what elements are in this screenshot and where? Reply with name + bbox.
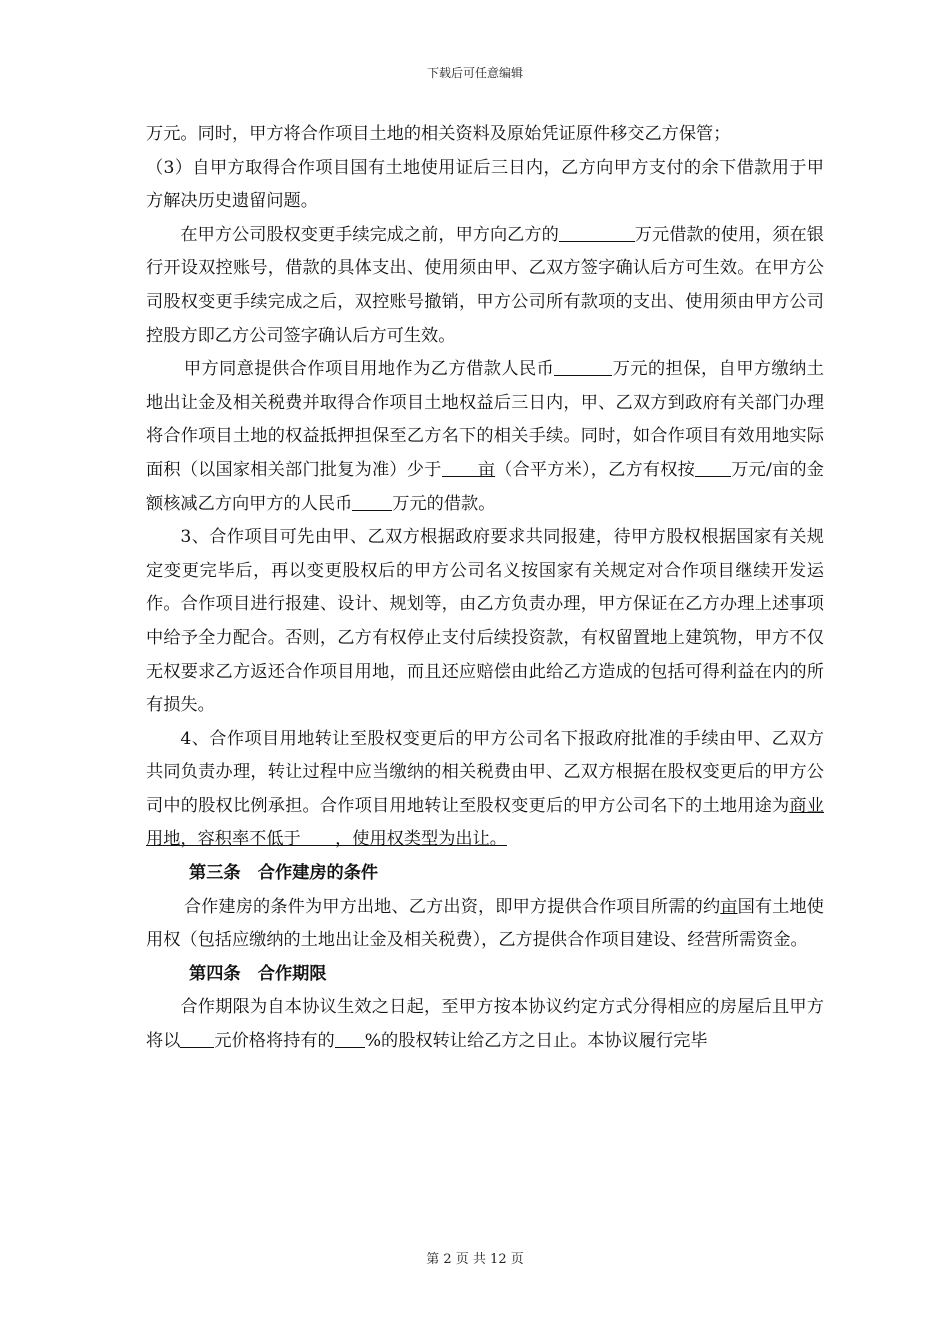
p4-text-b: 万元的担保，自甲方缴纳土地出让金及相关税费并取得合作项目土地权益后三日内，甲、乙双方到政府有关部门办理将合作项目土地的权益抵押担保至乙方名下的相关手续。同时，如合作项目有效用地实际面积（以国家相关部门批复为准）少于 <box>146 359 824 480</box>
paragraph-5: 3、合作项目可先由甲、乙双方根据政府要求共同报建，待甲方股权根据国家有关规定变更完毕后，再以变更股权后的甲方公司名义按国家有关规定对合作项目继续开发运作。合作项目进行报建、设计、规划等，由乙方负责办理，甲方保证在乙方办理上述事项中给予全力配合。否则，乙方有权停止支付后续投资款，有权留置地上建筑物，甲方不仅无权要求乙方返还合作项目用地，而且还应赔偿由此给乙方造成的包括可得利益在内的所有损失。 <box>146 527 824 716</box>
article-3-heading: 第三条 合作建房的条件 <box>189 863 379 884</box>
blank-loan-reduction <box>352 492 392 511</box>
p4-text-f: 万元的借款。 <box>392 493 496 514</box>
paragraph-6 <box>146 723 824 857</box>
p8-text-b: 元价格将持有的 <box>214 1031 335 1052</box>
page-header: 下载后可任意编辑 <box>426 66 523 80</box>
blank-equity-percent <box>335 1029 365 1048</box>
paragraph-4 <box>146 353 824 521</box>
p4-text-d: （合平方米），乙方有权按 <box>495 459 696 480</box>
p3-text-b: 万元借款的使用，须在银行开设双控账号，借款的具体支出、使用须由甲、乙双方签字确认后方可生效。在甲方公司股权变更手续完成之后，双控账号撤销，甲方公司所有款项的支出、使用须由甲方公司控股方即乙方公司签字确认后方可生效。 <box>146 224 824 346</box>
paragraph-2: （3）自甲方取得合作项目国有土地使用证后三日内，乙方向甲方支付的余下借款用于甲方解决历史遗留问题。 <box>146 157 824 212</box>
paragraph-8 <box>146 991 824 1058</box>
p4-text-e: 万元/亩的金额核减乙方向甲方的人民币 <box>146 459 824 514</box>
blank-guarantee-amount <box>554 357 612 376</box>
p4-text-a: 甲方同意提供合作项目用地作为乙方借款人民币 <box>183 359 555 380</box>
blank-transfer-price <box>180 1029 214 1048</box>
p7-unit-mu: 亩 <box>720 896 738 917</box>
p7-text-c: 国有土地使用权（包括应缴纳的土地出让金及相关税费），乙方提供合作项目建设、经营所需资金。 <box>146 896 824 951</box>
page-footer: 第 2 页 共 12 页 <box>426 1252 524 1267</box>
p3-text-a: 在甲方公司股权变更手续完成之前，甲方向乙方的 <box>180 224 559 245</box>
p7-text-a: 合作建房的条件为甲方出地、乙方出资，即甲方提供合作项目所需的约 <box>183 896 721 917</box>
paragraph-3 <box>146 219 824 353</box>
p4-unit-mu: 亩 <box>477 459 496 480</box>
blank-price-per-mu <box>695 458 731 477</box>
blank-area-mu <box>442 458 478 477</box>
paragraph-7 <box>146 891 824 958</box>
article-4-heading: 第四条 合作期限 <box>189 963 327 984</box>
p6-text-a: 4、合作项目用地转让至股权变更后的甲方公司名下报政府批准的手续由甲、乙双方共同负责办理，转让过程中应当缴纳的相关税费由甲、乙双方根据在股权变更后的甲方公司中的股权比例承担。合作项目用地转让至股权变更后的甲方公司名下的土地用途为 <box>146 728 824 816</box>
paragraph-1: 万元。同时，甲方将合作项目土地的相关资料及原始凭证原件移交乙方保管； <box>146 124 731 144</box>
p6-land-use: 商业用地，容积率不低于 ，使用权类型为出让。 <box>146 795 824 850</box>
p8-text-a: 合作期限为自本协议生效之日起，至甲方按本协议约定方式分得相应的房屋后且甲方将以 <box>146 997 824 1052</box>
document-body <box>146 118 824 1059</box>
blank-loan-amount <box>559 223 635 242</box>
p8-text-c: %的股权转让给乙方之日止。本协议履行完毕 <box>364 1031 708 1052</box>
